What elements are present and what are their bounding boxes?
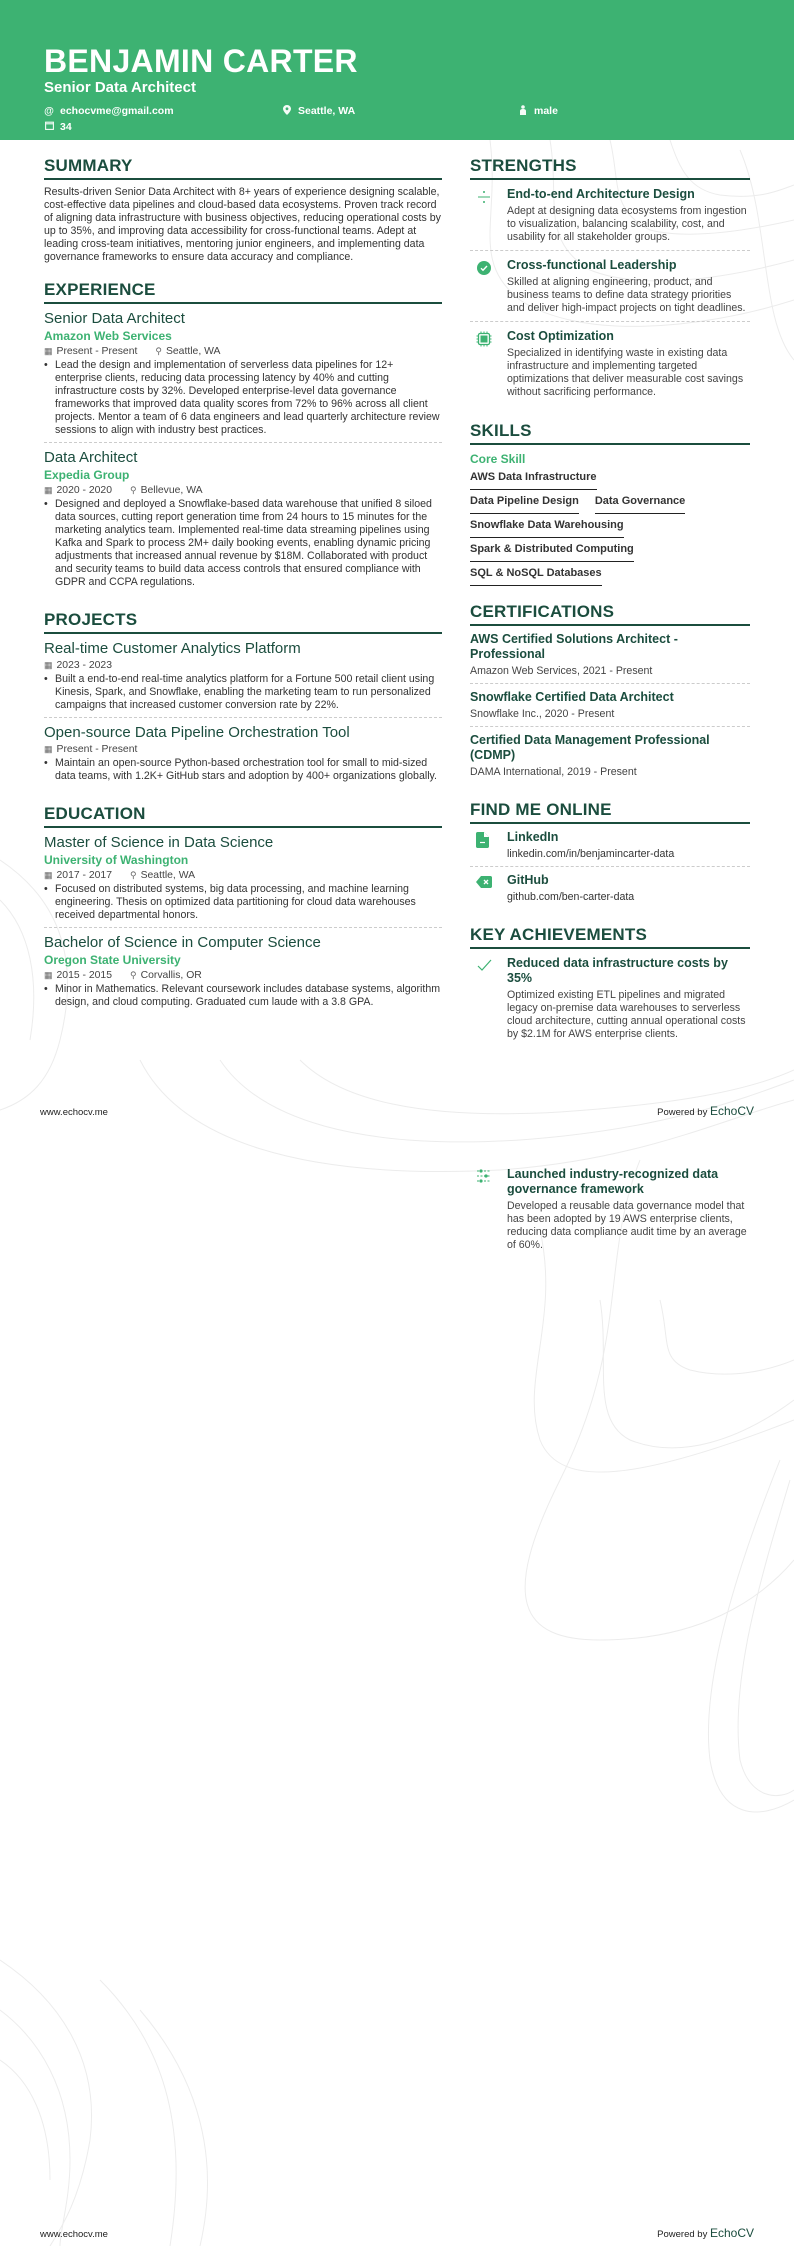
certification-item	[470, 626, 750, 684]
strength-desc: Specialized in identifying waste in existing data infrastructure and implementing targeted optimizations that deliver measurable cost savings without sacrificing performance.	[507, 347, 744, 398]
profile-link[interactable]: github.com/ben-carter-data	[507, 891, 635, 903]
chip-icon	[470, 329, 507, 399]
skill-list	[470, 466, 750, 586]
at-icon: @	[44, 105, 54, 117]
resume-header	[0, 0, 794, 140]
skill-item: Data Governance	[595, 491, 685, 514]
strength-desc: Adept at designing data ecosystems from ingestion to visualization, balancing scalability, cost, and usability for all stakeholder groups.	[507, 205, 747, 243]
entry-dates: 2020 - 2020	[56, 485, 112, 496]
footer-brand: EchoCV	[709, 2226, 754, 2240]
location-text: Seattle, WA	[298, 105, 356, 117]
achievement-desc: Developed a reusable data governance model that has been adopted by 19 AWS enterprise clients, reducing data compliance audit time by an average of 60%.	[507, 1200, 747, 1251]
sliders-icon	[470, 1167, 507, 1252]
skill-category: Core Skill	[470, 452, 526, 466]
calendar-icon: ▦	[44, 660, 53, 670]
experience-entry	[44, 304, 442, 443]
footer-site[interactable]: www.echocv.me	[40, 1107, 108, 1118]
strength-item	[470, 180, 750, 251]
project-entry	[44, 634, 442, 718]
map-pin-icon: ⚲	[155, 346, 162, 356]
experience-section	[44, 280, 442, 594]
entry-bullet: • Focused on distributed systems, big data processing, and machine learning engineering. Thesis on optimized data partitioning for cloud data warehouses received departmental honors.	[44, 883, 416, 921]
job-title: Data Architect	[44, 449, 138, 466]
cert-issuer: Snowflake Inc., 2020 - Present	[470, 708, 615, 720]
calendar-icon: ▦	[44, 485, 53, 495]
page-2-continuation	[470, 1160, 750, 1258]
entry-dates: 2017 - 2017	[56, 870, 112, 881]
checkmark-icon	[470, 956, 507, 1041]
cert-name: Snowflake Certified Data Architect	[470, 690, 674, 704]
certifications-section	[470, 602, 750, 784]
strength-desc: Skilled at aligning engineering, product, and business teams to define data strategy priorities and deliver high-impact projects on tight deadlines.	[507, 276, 746, 314]
strength-item	[470, 322, 750, 405]
map-pin-icon: ⚲	[129, 970, 137, 980]
section-heading: SKILLS	[470, 421, 750, 445]
cert-name: AWS Certified Solutions Architect - Professional	[470, 632, 678, 661]
entry-dates: Present - Present	[56, 744, 138, 755]
cert-issuer: Amazon Web Services, 2021 - Present	[470, 665, 653, 677]
contact-age	[44, 119, 244, 135]
education-entry	[44, 828, 442, 928]
footer-site[interactable]: www.echocv.me	[40, 2229, 108, 2240]
entry-location: Seattle, WA	[165, 346, 221, 357]
online-profile-linkedin[interactable]	[470, 824, 750, 867]
section-heading: SUMMARY	[44, 156, 442, 180]
email-text: echocvme@gmail.com	[60, 105, 174, 117]
strengths-section	[470, 156, 750, 405]
calendar-icon: ▦	[44, 970, 53, 980]
footer-powered: Powered by EchoCV	[657, 2226, 754, 2240]
entry-bullet: • Designed and deployed a Snowflake-based data warehouse that unified 8 siloed data sources, cutting report generation time from 24 hours to 15 minutes for the marketing analytics team. Implemented real-time data streaming pipelines using Kafka and Spark to process 2M+ daily booking events, enabling dynamic pricing adjustments that increased annual revenue by $18M. Collaborated with product and security teams to build data access controls that ensured compliance with GDPR and CCPA regulations.	[44, 498, 432, 588]
calendar-icon: ▦	[44, 870, 53, 880]
skill-item: SQL & NoSQL Databases	[470, 563, 602, 586]
document-icon	[470, 830, 507, 861]
section-heading: KEY ACHIEVEMENTS	[470, 925, 750, 949]
online-profile-github[interactable]	[470, 867, 750, 909]
degree-title: Master of Science in Data Science	[44, 834, 274, 851]
entry-meta	[44, 659, 442, 672]
summary-text: Results-driven Senior Data Architect with 8+ years of experience designing scalable, cost-effective data pipelines and cloud-based data ecosystems. Proven track record of aligning data infrastructure with business objectives, reducing operational costs by up to 35%, and improving data accessibility for cross-functional teams. Adept at leading cross-team initiatives, mentoring junior engineers, and implementing data governance frameworks to ensure data accuracy and compliance.	[44, 186, 441, 263]
contact-email[interactable]	[44, 103, 282, 119]
school-name: University of Washington	[44, 853, 189, 867]
section-heading: PROJECTS	[44, 610, 442, 634]
map-pin-icon	[282, 105, 292, 118]
skill-item: Data Pipeline Design	[470, 491, 579, 514]
page-footer	[40, 2226, 754, 2240]
achievement-title: Reduced data infrastructure costs by 35%	[507, 956, 728, 985]
contact-location	[282, 103, 518, 119]
degree-title: Bachelor of Science in Computer Science	[44, 934, 321, 951]
right-column	[470, 140, 750, 1047]
skill-item: Snowflake Data Warehousing	[470, 515, 624, 538]
map-pin-icon: ⚲	[129, 870, 137, 880]
entry-meta	[44, 484, 442, 497]
calendar-icon	[44, 121, 54, 133]
certification-item	[470, 727, 750, 784]
section-heading: EXPERIENCE	[44, 280, 442, 304]
candidate-name: BENJAMIN CARTER	[44, 43, 358, 79]
achievement-item	[470, 1160, 750, 1258]
footer-brand: EchoCV	[709, 1104, 754, 1118]
skill-item: AWS Data Infrastructure	[470, 467, 597, 490]
profile-title: LinkedIn	[507, 830, 559, 844]
strength-title: End-to-end Architecture Design	[507, 187, 695, 201]
entry-meta	[44, 869, 442, 882]
footer-powered: Powered by EchoCV	[657, 1104, 754, 1118]
entry-meta	[44, 743, 442, 756]
calendar-icon: ▦	[44, 346, 53, 356]
education-section	[44, 804, 442, 1014]
achievements-section	[470, 925, 750, 1047]
project-entry	[44, 718, 442, 788]
project-title: Open-source Data Pipeline Orchestration Tool	[44, 724, 350, 741]
calendar-icon: ▦	[44, 744, 53, 754]
company-name: Expedia Group	[44, 468, 130, 482]
resume-body	[0, 140, 794, 1047]
achievement-item	[470, 949, 750, 1047]
school-name: Oregon State University	[44, 953, 181, 967]
entry-dates: Present - Present	[56, 346, 138, 357]
profile-title: GitHub	[507, 873, 549, 887]
contact-info	[44, 103, 750, 135]
profile-link[interactable]: linkedin.com/in/benjamincarter-data	[507, 848, 675, 860]
check-circle-icon	[470, 258, 507, 315]
company-name: Amazon Web Services	[44, 329, 172, 343]
entry-meta	[44, 345, 442, 358]
online-section	[470, 800, 750, 909]
divide-icon	[470, 187, 507, 244]
section-heading: EDUCATION	[44, 804, 442, 828]
project-title: Real-time Customer Analytics Platform	[44, 640, 301, 657]
left-column	[44, 140, 442, 1047]
achievement-title: Launched industry-recognized data governance framework	[507, 1167, 719, 1196]
strength-title: Cross-functional Leadership	[507, 258, 677, 272]
backspace-icon	[470, 873, 507, 904]
entry-bullet: • Minor in Mathematics. Relevant coursework includes database systems, algorithm design, and cloud computing. Graduated cum laude with a 3.8 GPA.	[44, 983, 441, 1008]
age-text: 34	[60, 121, 72, 133]
entry-dates: 2023 - 2023	[56, 660, 112, 671]
job-title: Senior Data Architect	[44, 310, 185, 327]
projects-section	[44, 610, 442, 788]
entry-bullet: • Built a end-to-end real-time analytics platform for a Fortune 500 retail client using Kinesis, Spark, and Snowflake, enabling the marketing team to run personalized campaigns that increased customer conversion rate by 22%.	[44, 673, 435, 711]
summary-section	[44, 156, 442, 264]
strength-item	[470, 251, 750, 322]
entry-bullet: • Maintain an open-source Python-based orchestration tool for small to mid-sized data teams, with 1.2K+ GitHub stars and adoption by 400+ organizations globally.	[44, 757, 438, 782]
contact-gender	[518, 103, 668, 119]
certification-item	[470, 684, 750, 727]
entry-location: Bellevue, WA	[140, 485, 203, 496]
cert-issuer: DAMA International, 2019 - Present	[470, 766, 637, 778]
map-pin-icon: ⚲	[129, 485, 137, 495]
entry-dates: 2015 - 2015	[56, 970, 112, 981]
gender-text: male	[534, 105, 558, 117]
person-icon	[518, 105, 528, 118]
skills-section	[470, 421, 750, 586]
entry-location: Seattle, WA	[140, 870, 196, 881]
candidate-title: Senior Data Architect	[44, 79, 196, 96]
skill-item: Spark & Distributed Computing	[470, 539, 634, 562]
achievement-desc: Optimized existing ETL pipelines and migrated legacy on-premise data warehouses to serverless cloud architecture, cutting annual operational costs by $2.1M for AWS enterprise clients.	[507, 989, 746, 1040]
section-heading: STRENGTHS	[470, 156, 750, 180]
section-heading: FIND ME ONLINE	[470, 800, 750, 824]
entry-bullet: • Lead the design and implementation of serverless data pipelines for 12+ enterprise clients, reducing data processing latency by 40% and cutting infrastructure costs by 32%. Developed enterprise-level data governance frameworks that improved data quality scores from 72% to 96% across all client projects. Mentor a team of 6 data engineers and lead quarterly architecture review sessions to align with industry best practices.	[44, 359, 440, 436]
section-heading: CERTIFICATIONS	[470, 602, 750, 626]
page-footer	[40, 1104, 754, 1118]
cert-name: Certified Data Management Professional (CDMP)	[470, 733, 710, 762]
entry-meta	[44, 969, 442, 982]
entry-location: Corvallis, OR	[140, 970, 202, 981]
experience-entry	[44, 443, 442, 594]
strength-title: Cost Optimization	[507, 329, 614, 343]
education-entry	[44, 928, 442, 1014]
